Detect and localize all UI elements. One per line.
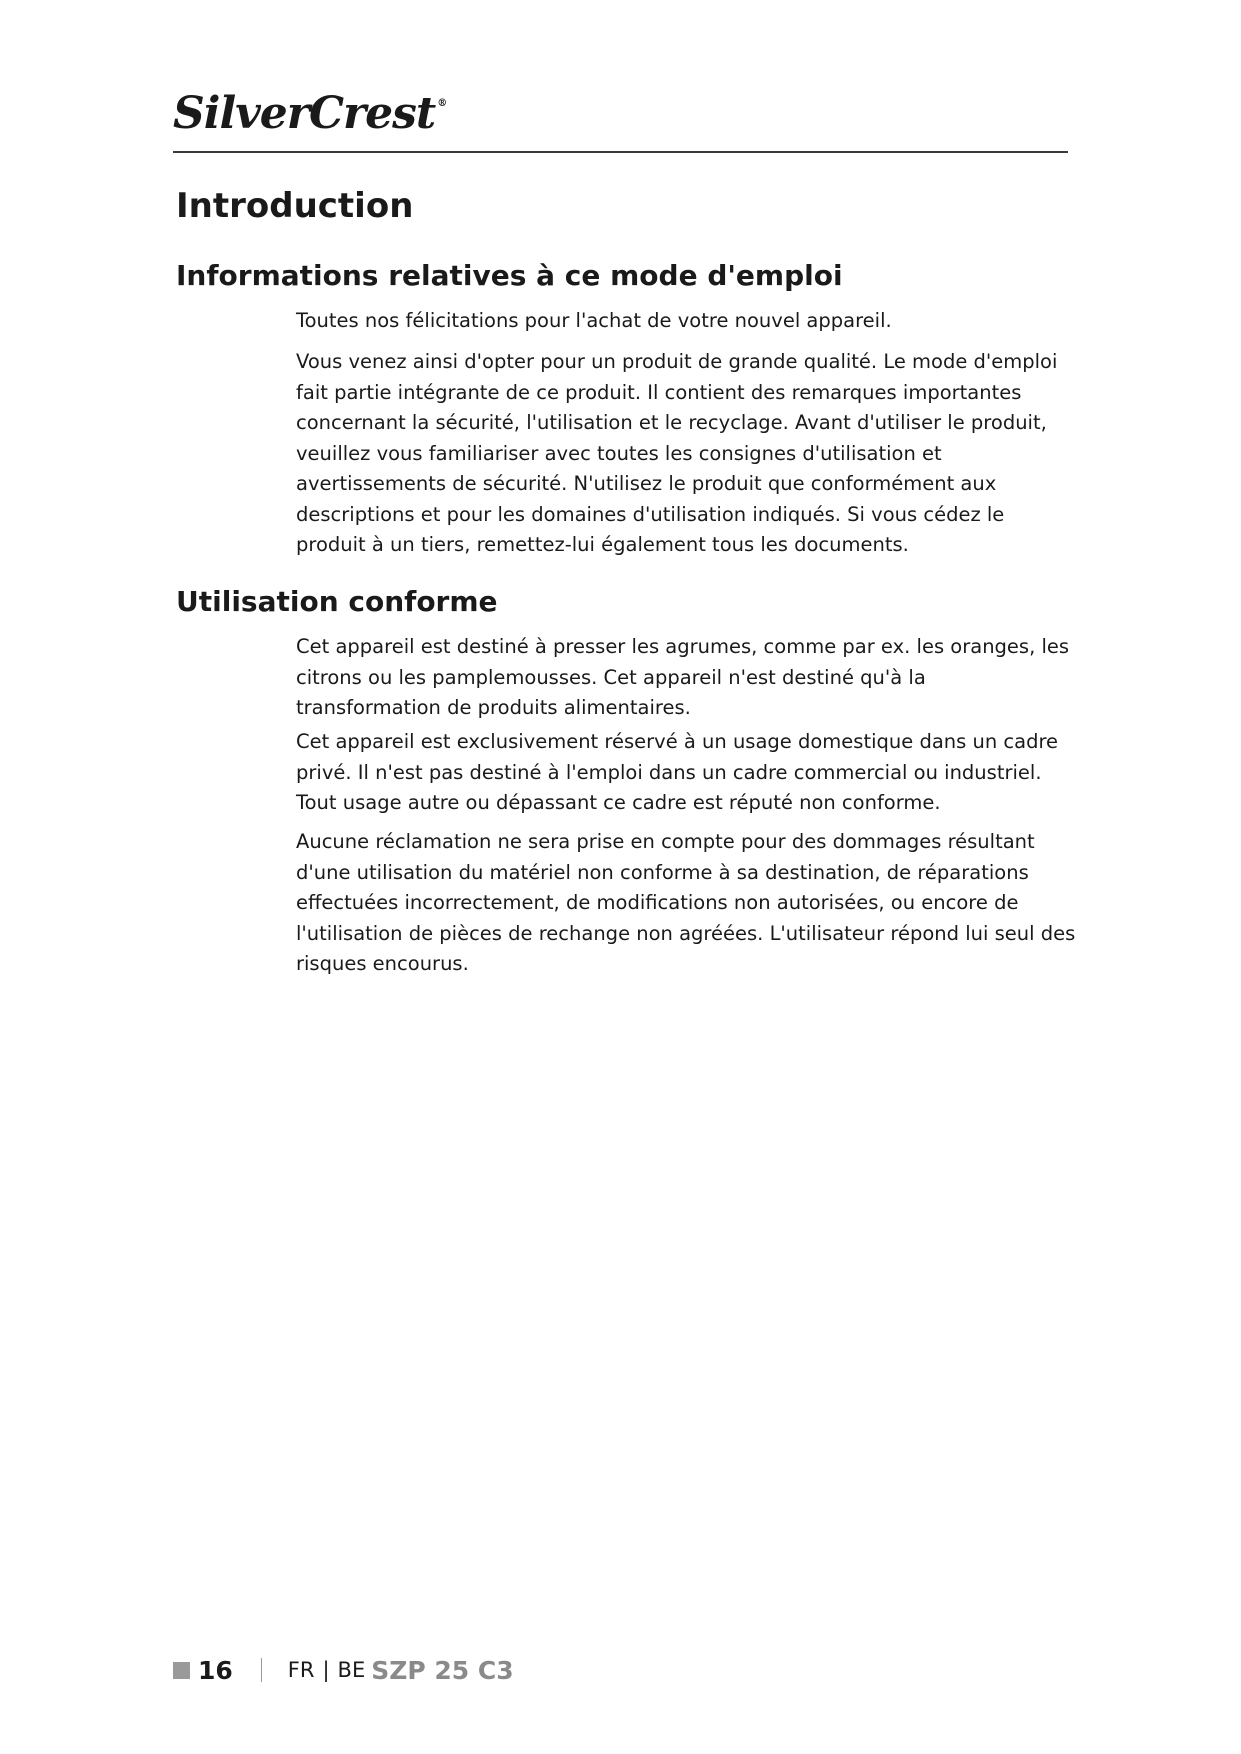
- language-be: BE: [337, 1658, 366, 1682]
- paragraph-congratulations: Toutes nos félicitations pour l'achat de votre nouvel appareil.: [296, 309, 892, 332]
- page-footer: [173, 1650, 514, 1690]
- header-divider: [173, 151, 1068, 153]
- registered-mark: ®: [437, 98, 447, 109]
- footer-divider: [261, 1658, 262, 1682]
- section-heading-manual-info: Informations relatives à ce mode d'emploi: [176, 259, 843, 292]
- paragraph-manual-info: Vous venez ainsi d'opter pour un produit de grande qualité. Le mode d'emploi fait partie intégrante de ce produit. Il contient des remarques importantes concernant la sécurité, l'utilisation et le recyclage. Avant d'utiliser le produit, veuillez vous familiariser avec toutes les consignes d'utilisation et avertissements de sécurité. N'utilisez le produit que conformément aux descriptions et pour les domaines d'utilisation indiqués. Si vous cédez le produit à un tiers, remettez-lui également tous les documents.: [296, 350, 1058, 556]
- page-number: 16: [198, 1655, 233, 1685]
- language-fr: FR: [287, 1658, 315, 1682]
- language-separator: |: [322, 1658, 330, 1682]
- paragraph-intended-use: Cet appareil est destiné à presser les agrumes, comme par ex. les oranges, les citrons ou les pamplemousses. Cet appareil n'est destiné qu'à la transformation de produits alimentaires.: [296, 635, 1070, 719]
- model-number: SZP 25 C3: [371, 1655, 514, 1685]
- footer-square-icon: [173, 1662, 190, 1679]
- paragraph-domestic-use: Cet appareil est exclusivement réservé à un usage domestique dans un cadre privé. Il n'est pas destiné à l'emploi dans un cadre commercial ou industriel. Tout usage autre ou dépassant ce cadre est réputé non conforme.: [296, 730, 1059, 814]
- section-heading-intended-use: Utilisation conforme: [176, 585, 498, 618]
- page-title: Introduction: [176, 186, 414, 226]
- paragraph-liability: Aucune réclamation ne sera prise en compte pour des dommages résultant d'une utilisation du matériel non conforme à sa destination, de réparations effectuées incorrectement, de modifications non autorisées, ou encore de l'utilisation de pièces de rechange non agréées. L'utilisateur répond lui seul des risques encourus.: [296, 830, 1076, 975]
- brand-logo-text: SilverCrest: [173, 88, 436, 139]
- brand-logo: [173, 88, 446, 139]
